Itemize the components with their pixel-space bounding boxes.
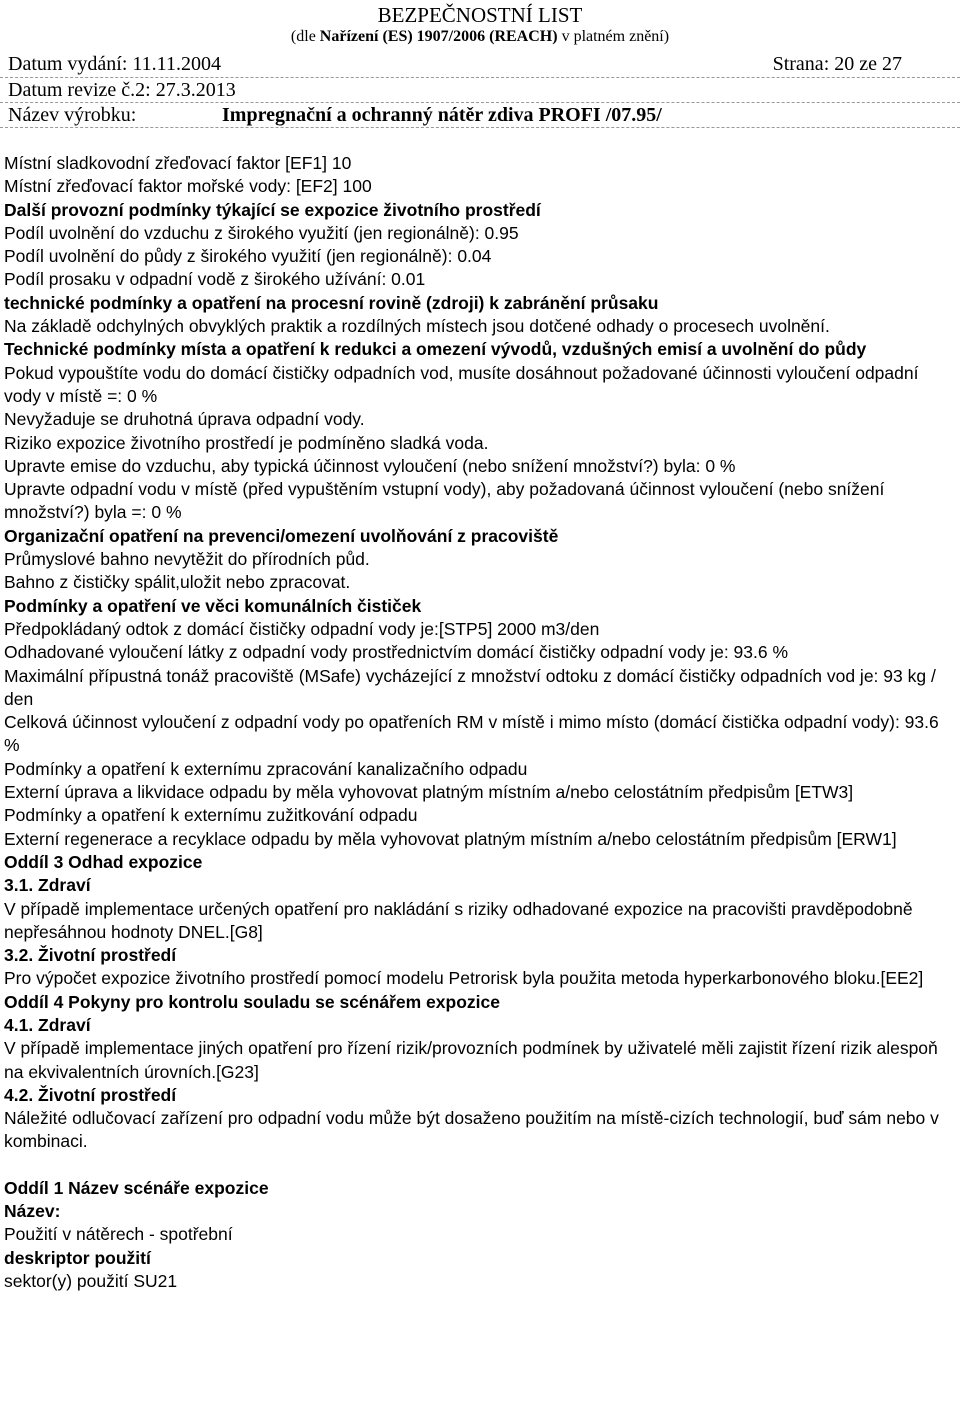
- page-number: Strana: 20 ze 27: [772, 53, 902, 75]
- section-heading: deskriptor použití: [4, 1247, 151, 1268]
- section-heading: Technické podmínky místa a opatření k redukci a omezení vývodů, vzdušných emisí a uvolnění do půdy: [4, 339, 867, 360]
- body-text: Náležité odlučovací zařízení pro odpadní vodu může být dosaženo použitím na místě-cizích technologií, buď sám nebo v kombinaci.: [4, 1108, 939, 1152]
- section-heading: Organizační opatření na prevenci/omezení uvolňování z pracoviště: [4, 525, 559, 546]
- subtitle-prefix: (dle: [290, 28, 320, 45]
- body-text: sektor(y) použití SU21: [4, 1270, 178, 1291]
- section-heading: 4.1. Zdraví: [4, 1014, 91, 1035]
- body-text: Externí úprava a likvidace odpadu by měla vyhovovat platným místním a/nebo celostátním předpisům [ETW3]: [4, 782, 854, 803]
- issue-date: Datum vydání: 11.11.2004: [8, 53, 221, 75]
- product-label: Název výrobku:: [8, 104, 137, 126]
- body-text: Externí regenerace a recyklace odpadu by měla vyhovovat platným místním a/nebo celostátním předpisům [ERW1]: [4, 828, 897, 849]
- body-text: Odhadované vyloučení látky z odpadní vody prostřednictvím domácí čističky odpadní vody je: 93.6 %: [4, 642, 789, 663]
- section-heading: Oddíl 4 Pokyny pro kontrolu souladu se scénářem expozice: [4, 991, 500, 1012]
- blank-line: [4, 1154, 954, 1177]
- header-divider: [0, 127, 960, 128]
- body-text: Podíl prosaku v odpadní vodě z širokého užívání: 0.01: [4, 269, 426, 290]
- body-text: Celková účinnost vyloučení z odpadní vody po opatřeních RM v místě i mimo místo (domácí čistička odpadní vody): 93.6 %: [4, 712, 939, 756]
- body-text: Místní sladkovodní zřeďovací faktor [EF1] 10: [4, 153, 352, 173]
- section-heading: Název:: [4, 1201, 61, 1222]
- body-text: V případě implementace určených opatření pro nakládání s riziky odhadované expozice na pracovišti pravděpodobně nepřesáhnou hodnoty DNEL.[G8]: [4, 898, 913, 942]
- body-text: Podíl uvolnění do vzduchu z širokého využití (jen regionálně): 0.95: [4, 222, 519, 243]
- section-heading: Oddíl 1 Název scénáře expozice: [4, 1177, 269, 1198]
- product-name: Impregnační a ochranný nátěr zdiva PROFI /07.95/: [222, 104, 662, 126]
- document-header: [0, 0, 960, 150]
- body-text: Předpokládaný odtok z domácí čističky odpadní vody je:[STP5] 2000 m3/den: [4, 618, 600, 639]
- subtitle-regulation: Nařízení (ES) 1907/2006 (REACH): [319, 28, 558, 45]
- section-heading: Podmínky a opatření ve věci komunálních čističek: [4, 595, 422, 616]
- body-text: Podíl uvolnění do půdy z širokého využití (jen regionálně): 0.04: [4, 246, 492, 267]
- body-text: Podmínky a opatření k externímu zpracování kanalizačního odpadu: [4, 758, 528, 779]
- body-text: Průmyslové bahno nevytěžit do přírodních půd.: [4, 549, 370, 570]
- document-title: BEZPEČNOSTNÍ LIST: [377, 3, 583, 27]
- section-heading: Oddíl 3 Odhad expozice: [4, 851, 203, 872]
- body-text: Upravte odpadní vodu v místě (před vypuštěním vstupní vody), aby požadovaná účinnost vyloučení (nebo snížení množství?) byla =: 0 %: [4, 479, 885, 523]
- section-heading: 4.2. Životní prostředí: [4, 1084, 177, 1105]
- body-text: Podmínky a opatření k externímu zužitkování odpadu: [4, 805, 418, 826]
- body-text: Na základě odchylných obvyklých praktik a rozdílných místech jsou dotčené odhady o procesech uvolnění.: [4, 316, 830, 337]
- document-body: [4, 152, 954, 1293]
- body-text: Pro výpočet expozice životního prostředí pomocí modelu Petrorisk byla použita metoda hyperkarbonového bloku.[EE2]: [4, 968, 924, 989]
- section-heading: Další provozní podmínky týkající se expozice životního prostředí: [4, 199, 541, 220]
- regulation-subtitle: [0, 27, 960, 47]
- body-text: Maximální přípustná tonáž pracoviště (MSafe) vycházející z množství odtoku z domácí čističky odpadních vod je: 93 kg / den: [4, 665, 936, 709]
- section-heading: 3.2. Životní prostředí: [4, 945, 177, 966]
- revision-date: Datum revize č.2: 27.3.2013: [8, 79, 236, 101]
- body-text: Upravte emise do vzduchu, aby typická účinnost vyloučení (nebo snížení množství?) byla: 0 %: [4, 455, 736, 476]
- body-text: Bahno z čističky spálit,uložit nebo zpracovat.: [4, 572, 351, 593]
- body-text: Místní zřeďovací faktor mořské vody: [EF2] 100: [4, 176, 372, 197]
- body-text: V případě implementace jiných opatření pro řízení rizik/provozních podmínek by uživatelé měli zajistit řízení rizik alespoň na ekvivalentních úrovních.[G23]: [4, 1038, 938, 1082]
- section-heading: 3.1. Zdraví: [4, 875, 91, 896]
- body-text: Pokud vypouštíte vodu do domácí čističky odpadních vod, musíte dosáhnout požadované účinnosti vyloučení odpadní vody v místě =: 0 %: [4, 362, 919, 406]
- body-text: Nevyžaduje se druhotná úprava odpadní vody.: [4, 409, 365, 430]
- body-text: Riziko expozice životního prostředí je podmíněno sladká voda.: [4, 432, 489, 453]
- section-heading: technické podmínky a opatření na procesní rovině (zdroji) k zabránění průsaku: [4, 292, 659, 313]
- subtitle-suffix: v platném znění): [557, 28, 670, 45]
- body-text: Použití v nátěrech - spotřební: [4, 1224, 233, 1245]
